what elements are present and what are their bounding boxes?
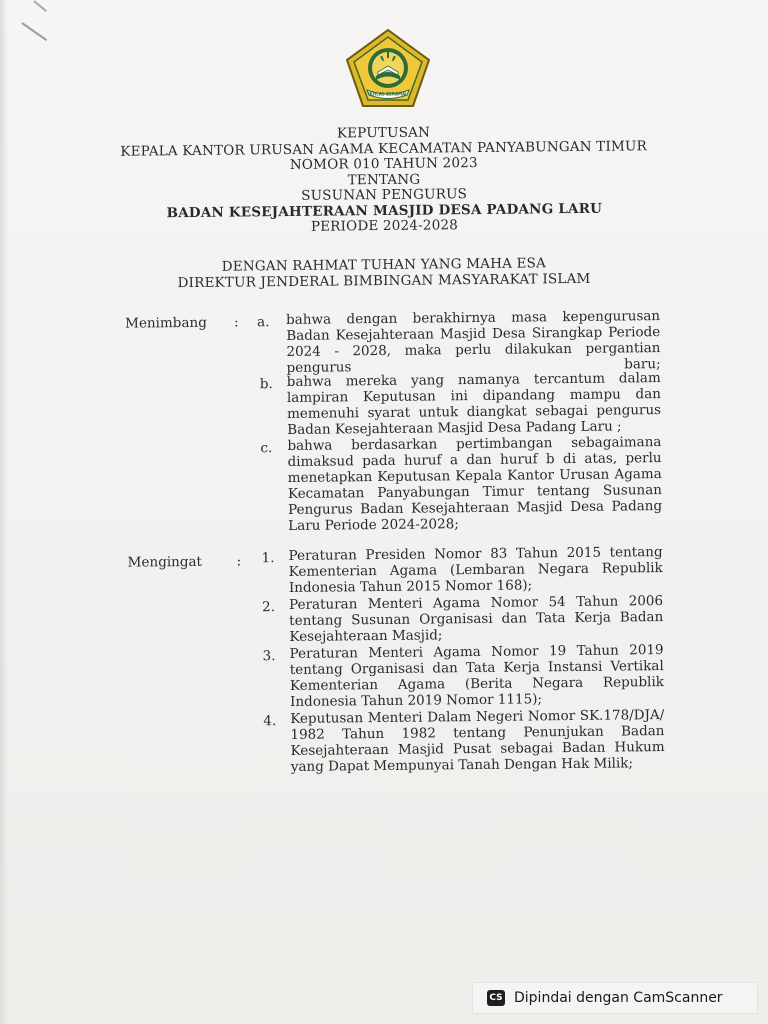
section-colon: : [234,314,239,331]
title-line: KEPALA KANTOR URUSAN AGAMA KECAMATAN PANYABUNGAN TIMUR [120,137,648,160]
title-line: KEPUTUSAN [336,124,431,142]
title-line: TENTANG [347,171,421,188]
section-colon: : [236,553,242,570]
emblem-motto: IKHLAS BERAMAL [368,91,408,97]
list-marker: 4. [263,713,277,730]
title-line-bold: BADAN KESEJAHTERAAN MASJID DESA PADANG LARU [166,200,603,221]
watermark-text: Dipindai dengan CamScanner [514,990,723,1006]
page-crease-mark [21,22,47,41]
list-marker: 1. [261,550,275,567]
page-crease-mark [33,0,47,12]
title-line: PERIODE 2024-2028 [310,217,459,235]
consideration-item: bahwa berdasarkan pertimbangan sebagaimana dimaksud pada huruf a dan huruf b di atas, perlu menetapkan Keputusan Kepala Kantor Urusan Agama Kecamatan Panyabungan Timur tentang Susunan Pengurus Badan Kesejahteraan Masjid Desa Padang Laru Periode 2024-2028; [287,434,663,534]
legal-basis-item: Peraturan Menteri Agama Nomor 54 Tahun 2006 tentang Susunan Organisasi dan Tata Kerja Badan Kesejahteraan Masjid; [289,593,664,645]
title-line: SUSUNAN PENGURUS [301,186,468,204]
preamble-line: DIREKTUR JENDERAL BIMBINGAN MASYARAKAT ISLAM [177,270,591,291]
decree-title-block [0,122,768,239]
kementerian-agama-emblem-icon [345,28,431,108]
camscanner-watermark [472,982,758,1014]
list-marker: b. [259,376,273,393]
preamble-line: DENGAN RAHMAT TUHAN YANG MAHA ESA [221,255,547,275]
consideration-item: bahwa dengan berakhirnya masa kepengurusan Badan Kesejahteraan Masjid Desa Sirangkap Periode 2024 - 2028, maka perlu dilakukan pergantian pengurus baru; [286,308,661,376]
legal-basis-item: Peraturan Presiden Nomor 83 Tahun 2015 tentang Kementerian Agama (Lembaran Negara Republik Indonesia Tahun 2015 Nomor 168); [288,544,663,596]
list-marker: 3. [262,648,276,665]
consideration-item: bahwa mereka yang namanya tercantum dalam lampiran Keputusan ini dipandang mampu dan memenuhi syarat untuk diangkat sebagai pengurus Badan Kesejahteraan Masjid Desa Padang Laru ; [286,370,662,438]
list-marker: a. [257,314,270,331]
preamble-block [0,254,768,293]
legal-basis-item: Peraturan Menteri Agama Nomor 19 Tahun 2019 tentang Organisasi dan Tata Kerja Instansi Vertikal Kementerian Agama (Berita Negara Republik Indonesia Tahun 2019 Nomor 1115); [289,642,665,710]
mengingat-label: Mengingat [127,553,203,571]
list-marker: 2. [262,599,276,616]
menimbang-label: Menimbang [125,314,207,332]
legal-basis-item: Keputusan Menteri Dalam Negeri Nomor SK.178/DJA/ 1982 Tahun 1982 tentang Penunjukan Badan Kesejahteraan Masjid Pusat sebagai Badan Hukum yang Dapat Mempunyai Tanah Dengan Hak Milik; [290,707,665,775]
list-marker: c. [260,440,273,457]
camscanner-icon: CS [487,990,505,1006]
title-line: NOMOR 010 TAHUN 2023 [289,155,478,173]
